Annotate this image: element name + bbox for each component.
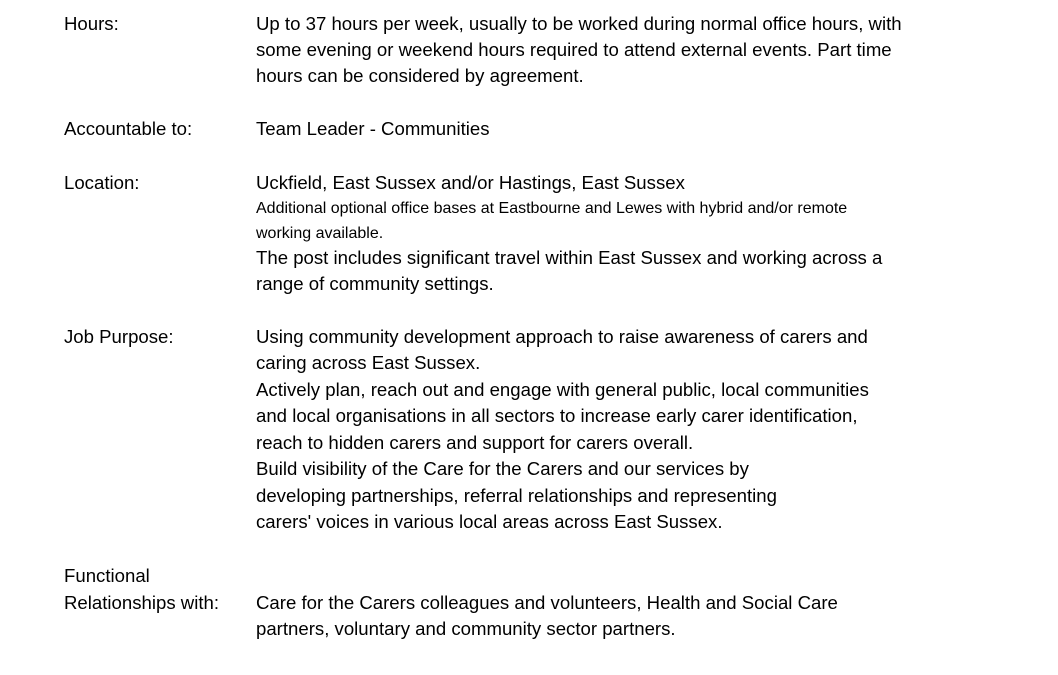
accountable-label: Accountable to: [64,118,193,139]
functional-text-line-1: Care for the Carers colleagues and volunteers, Health and Social Care [256,592,838,613]
job-purpose-line-3: Actively plan, reach out and engage with general public, local communities [256,379,869,400]
location-primary: Uckfield, East Sussex and/or Hastings, East Sussex [256,172,685,193]
job-purpose-line-2: caring across East Sussex. [256,352,481,373]
hours-label: Hours: [64,13,119,34]
job-purpose-line-1: Using community development approach to raise awareness of carers and [256,326,868,347]
location-travel-line-1: The post includes significant travel within East Sussex and working across a [256,247,883,268]
job-purpose-line-5: reach to hidden carers and support for carers overall. [256,432,694,453]
job-purpose-line-6: Build visibility of the Care for the Carers and our services by [256,458,749,479]
job-purpose-line-8: carers' voices in various local areas across East Sussex. [256,511,723,532]
functional-text-line-2: partners, voluntary and community sector partners. [256,618,676,639]
job-purpose-line-4: and local organisations in all sectors to increase early carer identification, [256,405,858,426]
location-note-line-1: Additional optional office bases at Eastbourne and Lewes with hybrid and/or remote [256,200,848,217]
accountable-value: Team Leader - Communities [256,118,490,139]
functional-label-line-1: Functional [64,565,150,586]
job-purpose-label: Job Purpose: [64,326,174,347]
hours-text-line-1: Up to 37 hours per week, usually to be worked during normal office hours, with [256,13,902,34]
hours-text-line-3: hours can be considered by agreement. [256,65,584,86]
hours-text-line-2: some evening or weekend hours required to attend external events. Part time [256,39,892,60]
location-travel-line-2: range of community settings. [256,273,494,294]
functional-label-line-2: Relationships with: [64,592,220,613]
location-note-line-2: working available. [256,225,384,242]
location-label: Location: [64,172,140,193]
job-purpose-line-7: developing partnerships, referral relationships and representing [256,485,777,506]
